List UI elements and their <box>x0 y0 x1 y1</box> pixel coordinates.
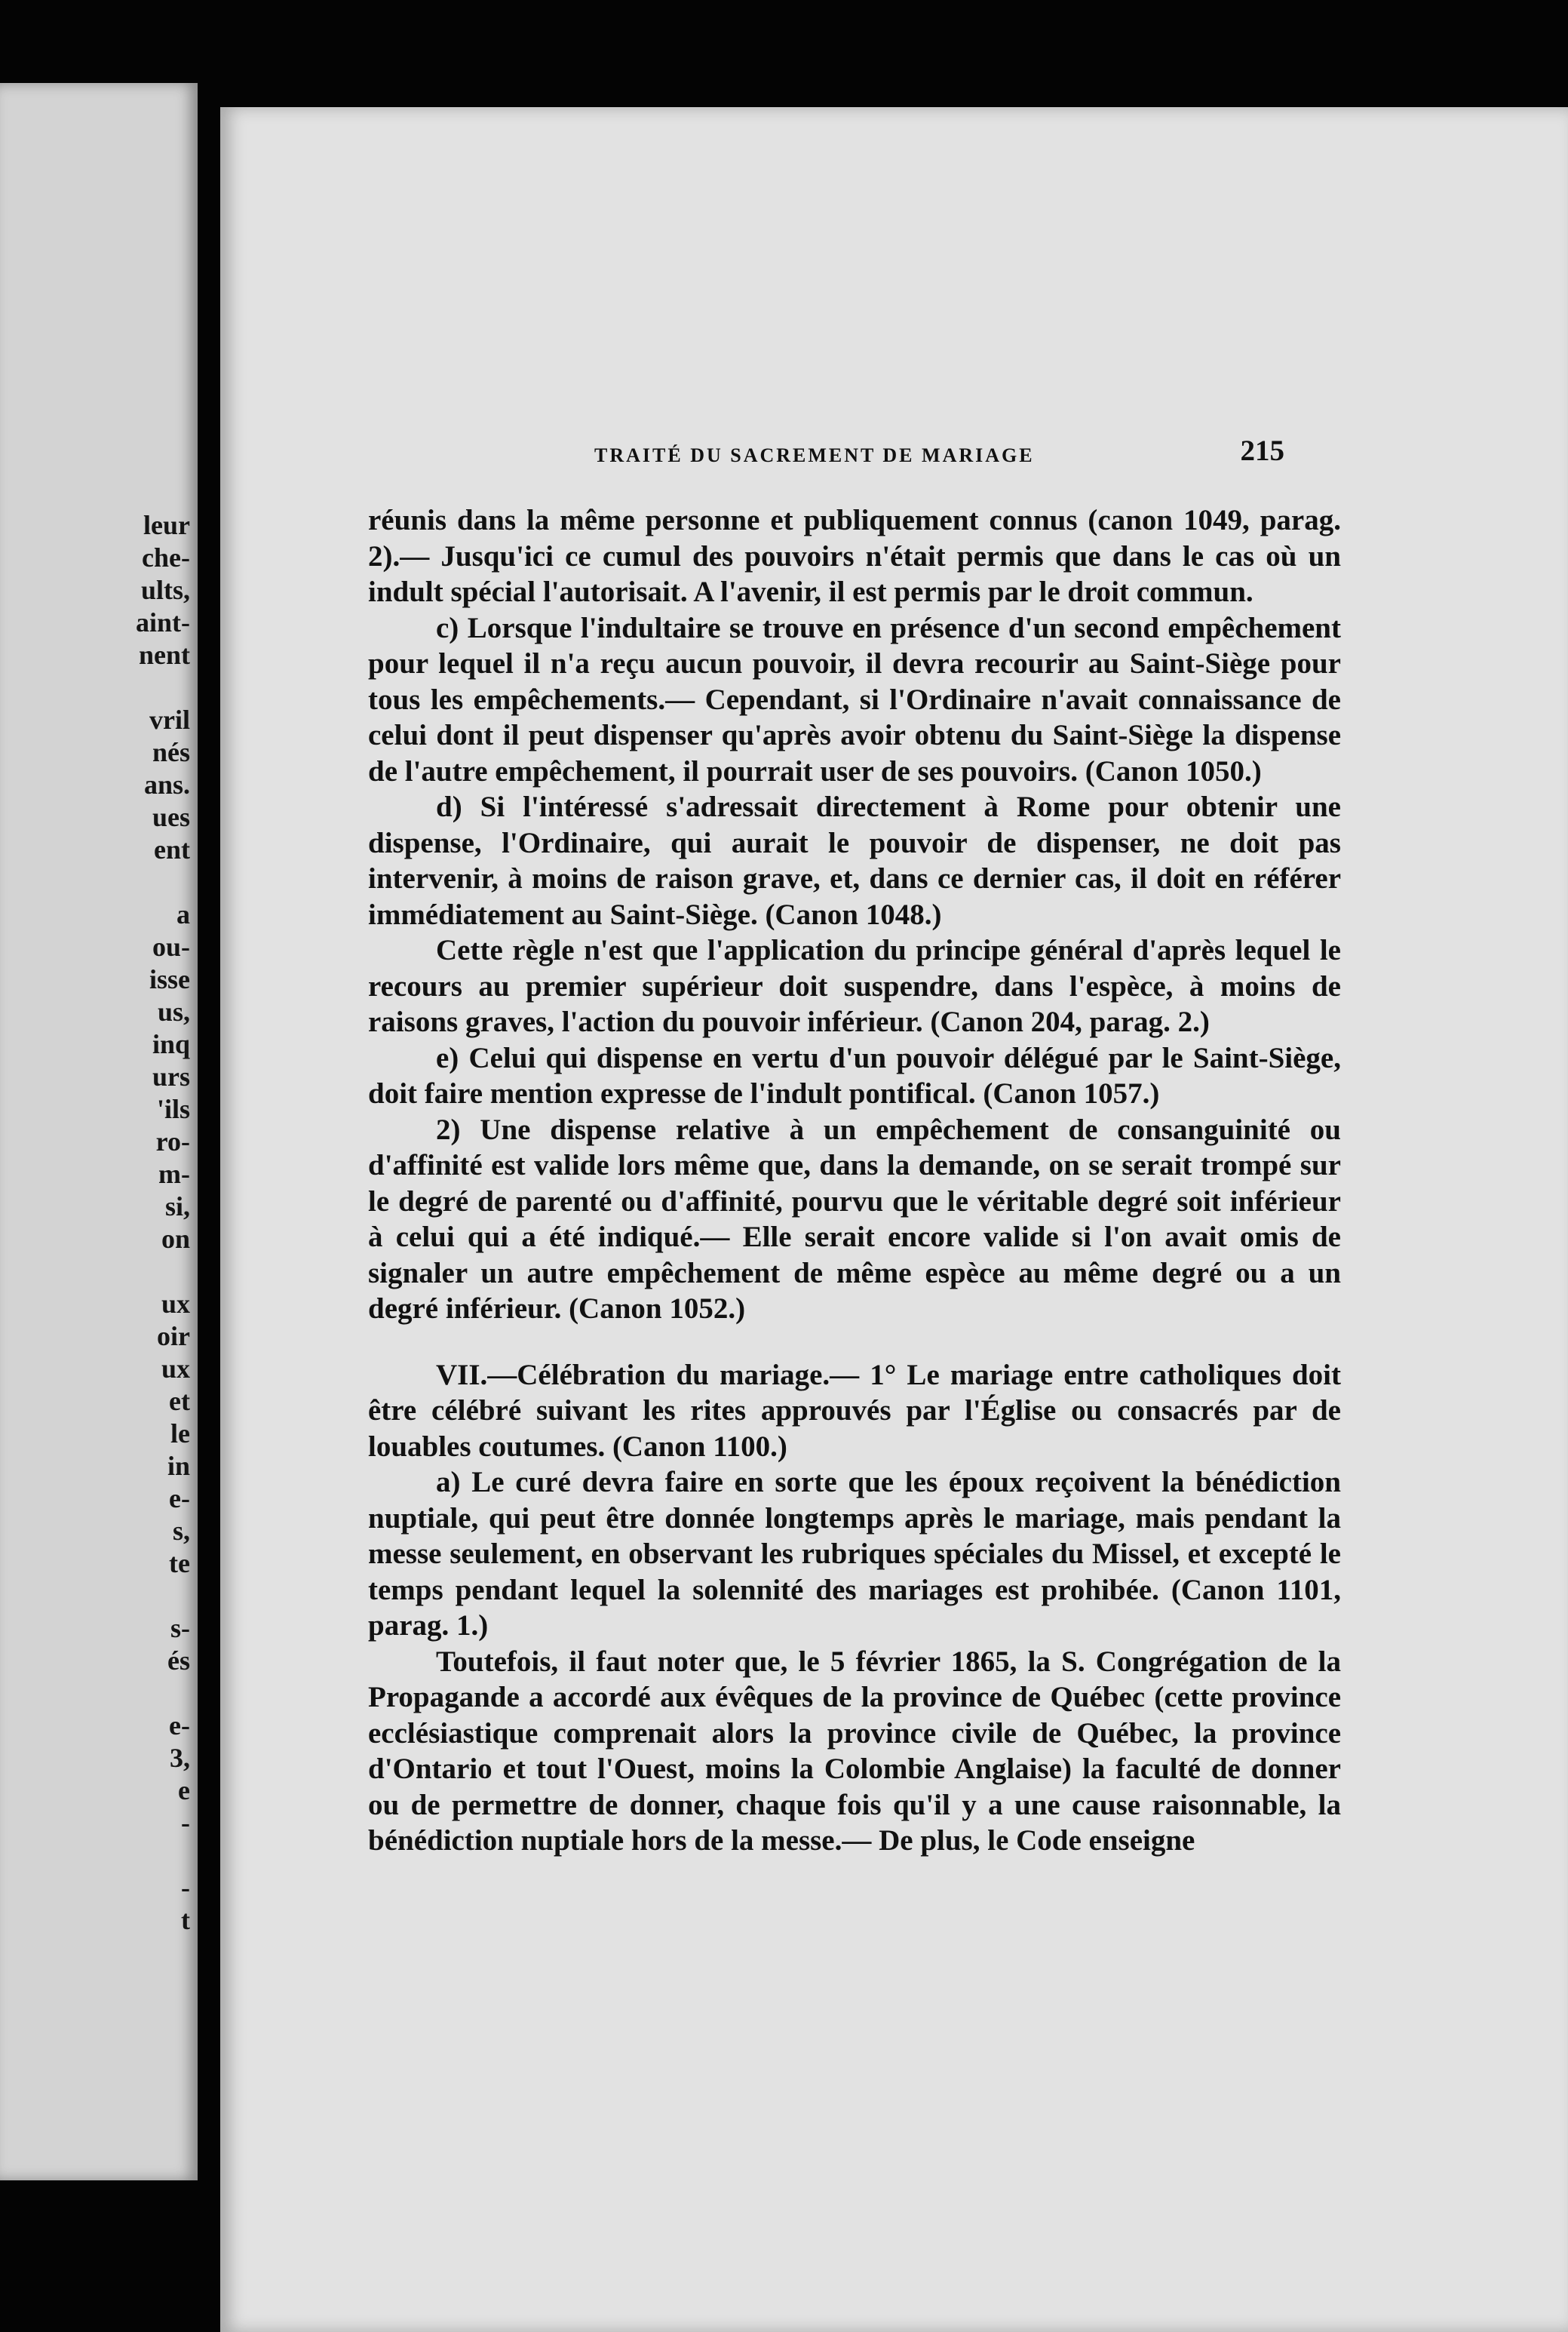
left-page-fragment: e <box>178 1775 190 1805</box>
left-page-fragment: ux <box>161 1353 190 1384</box>
body-text <box>368 502 1341 1859</box>
left-page-fragment: ou- <box>152 932 190 962</box>
left-page-fragment: et <box>169 1386 190 1416</box>
left-page-fragment: che- <box>142 542 190 573</box>
left-page-fragment: e- <box>169 1710 190 1741</box>
paragraph: 2) Une dispense relative à un empêchement de consanguinité ou d'affinité est valide lors même que, dans la demande, on se serait trompé sur le degré de parenté ou d'affinité, pourvu que le véritable degré soit inférieur à celui qui a été indiqué.— Elle serait encore valide si l'on avait omis de signaler un autre empêchement de même espèce au même degré ou a un degré inférieur. (Canon 1052.) <box>368 1113 1341 1325</box>
left-page-fragment <box>0 866 198 899</box>
running-header-title: TRAITÉ DU SACREMENT DE MARIAGE <box>594 444 1035 466</box>
left-page-fragment: t <box>181 1905 190 1935</box>
left-page-fragment: - <box>181 1808 190 1838</box>
left-page-fragment: ent <box>154 834 190 865</box>
left-page-fragment <box>0 1677 198 1710</box>
left-page-fragment: e- <box>169 1483 190 1513</box>
left-page-fragment: inq <box>152 1029 190 1059</box>
paragraph: VII.—Célébration du mariage.— 1° Le mariage entre catholiques doit être célébré suivant les rites approuvés par l'Église ou consacrés par de louables coutumes. (Canon 1100.) <box>368 1358 1341 1463</box>
left-page-fragment: oir <box>157 1321 190 1351</box>
left-page-fragment: ues <box>152 802 190 832</box>
left-page-fragment: leur <box>143 510 190 540</box>
left-page-fragment: - <box>181 1873 190 1903</box>
paragraph: e) Celui qui dispense en vertu d'un pouvoir délégué par le Saint-Siège, doit faire mention expresse de l'indult pontifical. (Canon 1057.) <box>368 1041 1341 1110</box>
left-page-fragment: aint- <box>136 607 190 638</box>
page-text-block <box>368 435 1341 1859</box>
left-page-fragment: si, <box>164 1191 190 1221</box>
section-gap <box>368 1327 1341 1357</box>
left-page-fragment: urs <box>152 1062 190 1092</box>
left-page-fragment: a <box>176 899 190 929</box>
left-page-fragments <box>0 509 198 1937</box>
left-page-fragment: on <box>161 1224 190 1254</box>
left-page-fragment: ults, <box>140 575 190 605</box>
page-number: 215 <box>1240 435 1284 467</box>
left-page-fragment <box>0 1580 198 1612</box>
left-page-fragment: 'ils <box>156 1094 190 1124</box>
left-page-fragment <box>0 1255 198 1288</box>
left-page-fragment: le <box>170 1418 190 1449</box>
left-page-fragment: te <box>169 1548 190 1578</box>
left-page-fragment: vril <box>149 705 190 735</box>
left-page-fragment: ans. <box>143 770 190 800</box>
paragraph: d) Si l'intéressé s'adressait directement à Rome pour obtenir une dispense, l'Ordinaire, qui aurait le pouvoir de dispenser, ne doit pas intervenir, à moins de raison grave, et, dans ce dernier cas, il doit en référer immédiatement au Saint-Siège. (Canon 1048.) <box>368 791 1341 931</box>
paragraph: Toutefois, il faut noter que, le 5 février 1865, la S. Congrégation de la Propagande a accordé aux évêques de la province de Québec (cette province ecclésiastique comprenait alors la province civile de Québec, la province d'Ontario et tout l'Ouest, moins la Colombie Anglaise) la faculté de donner ou de permettre de donner, chaque fois qu'il y a une cause raisonnable, la bénédiction nuptiale hors de la messe.— De plus, le Code enseigne <box>368 1645 1341 1857</box>
left-page-fragment <box>0 1839 198 1872</box>
left-page-fragment: in <box>167 1451 190 1481</box>
running-header <box>368 435 1341 483</box>
left-page-fragment: ro- <box>155 1126 190 1157</box>
left-page-fragment <box>0 671 198 704</box>
left-page-fragment: nés <box>152 737 190 767</box>
paragraph: c) Lorsque l'indultaire se trouve en présence d'un second empêchement pour lequel il n'a reçu aucun pouvoir, il devra recourir au Saint-Siège pour tous les empêchements.— Cependant, si l'Ordinaire n'avait connaissance de celui dont il peut dispenser qu'après avoir obtenu du Saint-Siège la dispense de l'autre empêchement, il pourrait user de ses pouvoirs. (Canon 1050.) <box>368 611 1341 788</box>
left-page-fragment: ux <box>161 1289 190 1319</box>
left-page-edge <box>0 83 198 2180</box>
paragraph: a) Le curé devra faire en sorte que les époux reçoivent la bénédiction nuptiale, qui peut être donnée longtemps après le mariage, mais pendant la messe seulement, en observant les rubriques spéciales du Missel, et excepté le temps pendant lequel la solennité des mariages est prohibée. (Canon 1101, parag. 1.) <box>368 1466 1341 1642</box>
left-page-fragment: s- <box>170 1613 190 1643</box>
left-page-fragment: us, <box>157 997 190 1027</box>
left-page-fragment: 3, <box>170 1743 190 1773</box>
paragraph: Cette règle n'est que l'application du principe général d'après lequel le recours au premier supérieur doit suspendre, dans l'espèce, à moins de raisons graves, l'action du pouvoir inférieur. (Canon 204, parag. 2.) <box>368 934 1341 1038</box>
left-page-fragment: s, <box>172 1516 190 1546</box>
left-page-fragment: isse <box>149 964 190 994</box>
paragraph: réunis dans la même personne et publiquement connus (canon 1049, parag. 2).— Jusqu'ici ce cumul des pouvoirs n'était permis que dans le cas où un indult spécial l'autorisait. A l'avenir, il est permis par le droit commun. <box>368 504 1341 608</box>
left-page-fragment: m- <box>158 1159 190 1189</box>
left-page-fragment: és <box>167 1645 190 1676</box>
left-page-fragment: nent <box>138 640 190 670</box>
